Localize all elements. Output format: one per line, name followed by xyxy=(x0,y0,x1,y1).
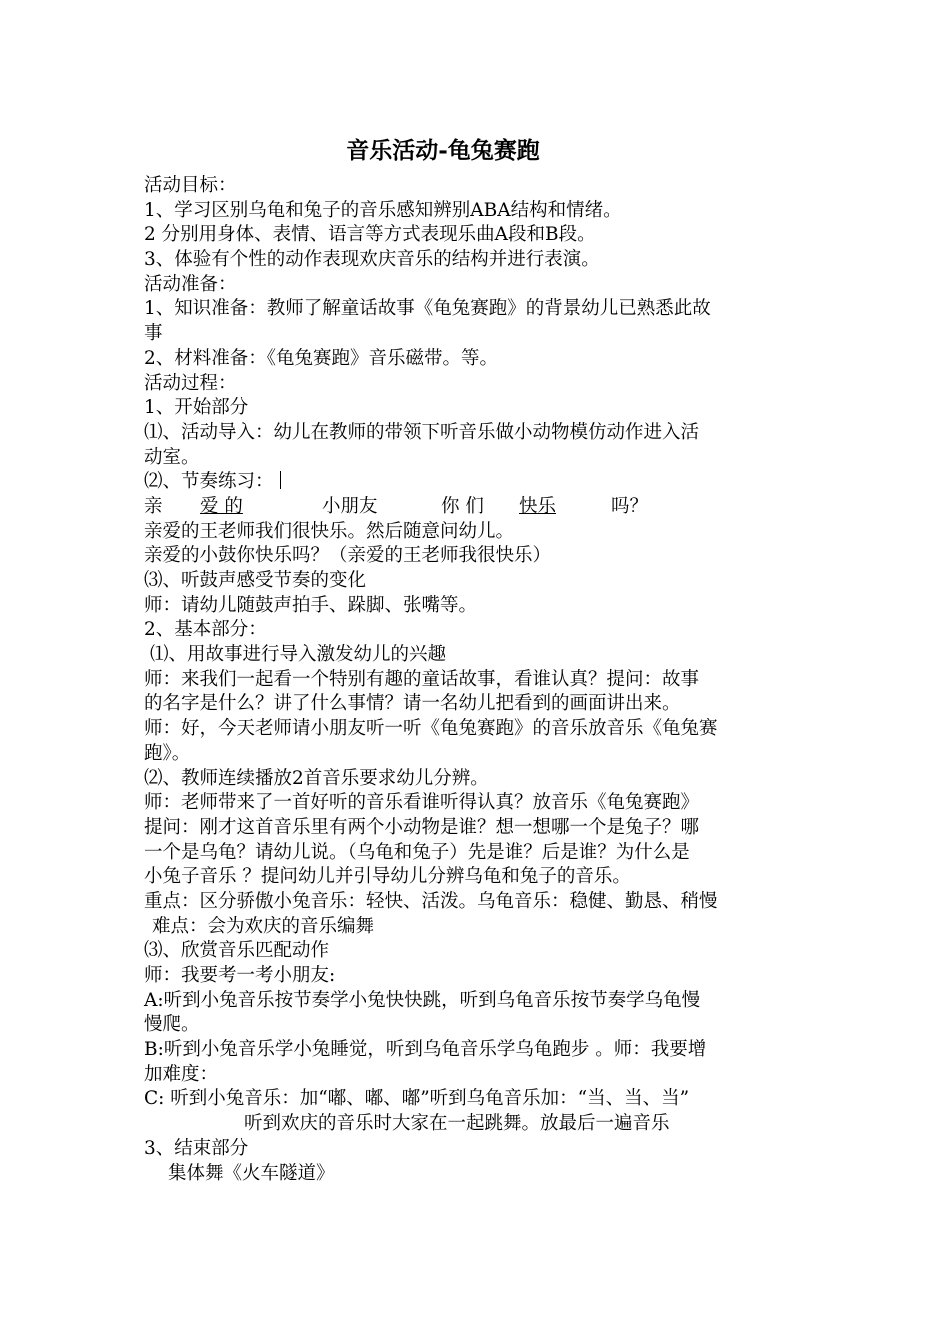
rhythm-word-5: 快乐 xyxy=(519,495,557,517)
basic-step-1-detail-2-cont: 跑》。 xyxy=(144,742,191,764)
option-a-cont: 慢爬。 xyxy=(144,1014,200,1036)
preparation-item-2: 2、材料准备：《龟兔赛跑》音乐磁带。等。 xyxy=(144,347,499,369)
option-c-cont: 听到欢庆的音乐时大家在一起跳舞。放最后一遍音乐 xyxy=(244,1113,670,1135)
basic-step-2-detail: 师：老师带来了一首好听的音乐看谁听得认真？放音乐《龟兔赛跑》 xyxy=(144,792,700,814)
basic-step-3-intro: 师：我要考一考小朋友: xyxy=(144,965,336,986)
text-cursor xyxy=(280,471,281,489)
key-point: 重点：区分骄傲小兔音乐：轻快、活泼。乌龟音乐：稳健、勤恳、稍慢 xyxy=(144,890,718,912)
section-heading-goals: 活动目标： xyxy=(144,175,237,196)
option-b-cont: 加难度： xyxy=(144,1063,219,1085)
basic-step-2-question-end: 小兔子音乐 ？提问幼儿并引导幼儿分辨乌龟和兔子的音乐。 xyxy=(144,866,631,888)
preparation-item-1-cont: 事 xyxy=(144,323,163,345)
goal-item-2: 2 分别用身体、表情、语言等方式表现乐曲A段和B段。 xyxy=(144,224,596,246)
difficult-point: 难点：会为欢庆的音乐编舞 xyxy=(152,915,375,937)
rhythm-word-6: 吗？ xyxy=(611,495,649,517)
option-c: C: 听到小兔音乐：加“嘟、嘟、嘟”听到乌龟音乐加：“当、当、当” xyxy=(144,1088,690,1110)
rhythm-word-4: 你 们 xyxy=(441,495,484,517)
process-step-2-line xyxy=(144,470,812,495)
process-part-2: 2、基本部分： xyxy=(144,619,267,641)
section-heading-preparation: 活动准备： xyxy=(144,273,237,295)
basic-step-2-question-cont: 一个是乌龟？请幼儿说。（乌龟和兔子）先是谁？后是谁？为什么是 xyxy=(144,841,690,863)
document-title: 音乐活动-龟兔赛跑 xyxy=(346,137,540,164)
basic-step-3: ⑶、欣赏音乐匹配动作 xyxy=(144,940,330,962)
goal-item-1: 1、学习区别乌龟和兔子的音乐感知辨别ABA结构和情绪。 xyxy=(144,199,622,221)
process-step-2: ⑵、节奏练习： xyxy=(144,471,274,493)
rhythm-word-2: 爱 的 xyxy=(200,495,243,517)
process-step-3-detail: 师：请幼儿随鼓声拍手、跺脚、张嘴等。 xyxy=(144,594,478,616)
rhythm-word-3: 小朋友 xyxy=(322,495,378,517)
goal-item-3: 3、体验有个性的动作表现欢庆音乐的结构并进行表演。 xyxy=(144,249,600,271)
basic-step-2: ⑵、教师连续播放2首音乐要求幼儿分辨。 xyxy=(144,767,489,789)
basic-step-1-detail-cont: 的名字是什么？讲了什么事情？请一名幼儿把看到的画面讲出来。 xyxy=(144,693,681,715)
basic-step-1-detail: 师：来我们一起看一个特别有趣的童话故事，看谁认真？提问：故事 xyxy=(144,668,700,690)
rhythm-line xyxy=(144,495,812,520)
section-heading-process: 活动过程： xyxy=(144,372,237,394)
closing-dance: 集体舞《火车隧道》 xyxy=(168,1162,335,1184)
basic-step-1-detail-2: 师：好，今天老师请小朋友听一听《龟兔赛跑》的音乐放音乐《龟兔赛 xyxy=(144,718,718,740)
rhythm-response: 亲爱的王老师我们很快乐。然后随意问幼儿。 xyxy=(144,520,515,542)
rhythm-question: 亲爱的小鼓你快乐吗？（亲爱的王老师我很快乐） xyxy=(144,545,552,567)
option-b: B:听到小兔音乐学小兔睡觉，听到乌龟音乐学乌龟跑步 。师：我要增 xyxy=(144,1039,707,1061)
document-body xyxy=(144,174,812,1186)
preparation-item-1: 1、知识准备：教师了解童话故事《龟兔赛跑》的背景幼儿已熟悉此故 xyxy=(144,298,711,320)
process-part-1: 1、开始部分 xyxy=(144,397,249,419)
option-a: A:听到小兔音乐按节奏学小兔快快跳，听到乌龟音乐按节奏学乌龟慢 xyxy=(144,989,701,1011)
process-step-1-cont: 动室。 xyxy=(144,446,200,468)
basic-step-1: ⑴、用故事进行导入激发幼儿的兴趣 xyxy=(150,644,447,666)
process-step-1: ⑴、活动导入：幼儿在教师的带领下听音乐做小动物模仿动作进入活 xyxy=(144,421,700,443)
process-part-3: 3、结束部分 xyxy=(144,1137,249,1159)
basic-step-2-question: 提问：刚才这首音乐里有两个小动物是谁？想一想哪一个是兔子？哪 xyxy=(144,816,700,838)
rhythm-word-1: 亲 xyxy=(144,495,163,517)
process-step-3: ⑶、听鼓声感受节奏的变化 xyxy=(144,570,367,591)
